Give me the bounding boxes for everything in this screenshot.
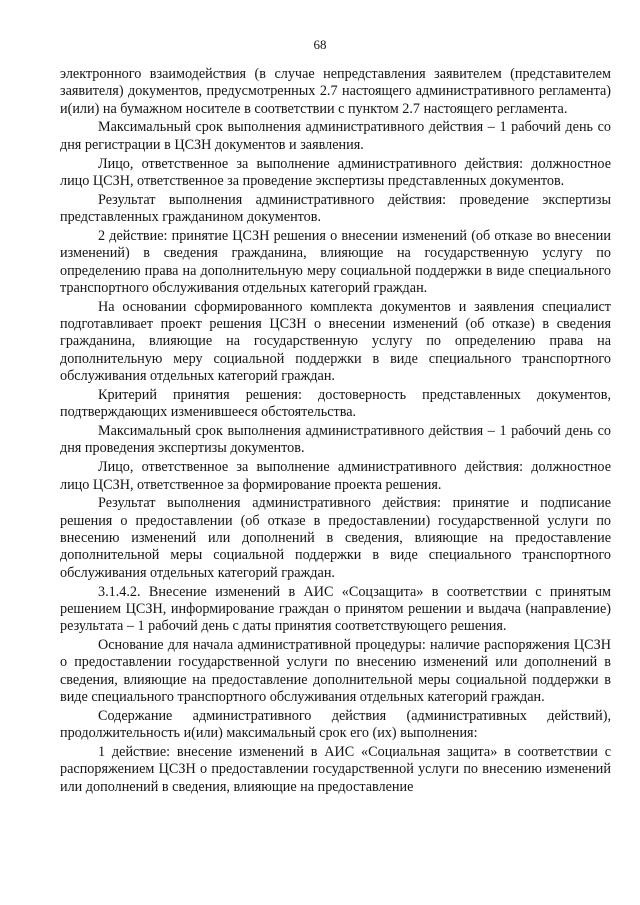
- paragraph: Лицо, ответственное за выполнение административного действия: должностное лицо ЦСЗН, ответственное за формирование проекта решения.: [60, 459, 611, 493]
- paragraph: Максимальный срок выполнения административного действия – 1 рабочий день со дня проведения экспертизы документов.: [60, 423, 611, 457]
- page-number: 68: [313, 37, 327, 52]
- paragraph: электронного взаимодействия (в случае непредставления заявителем (представителем заявителя) документов, предусмотренных 2.7 настоящего административного регламента) и(или) на бумажном носителе в соответствии с пунктом 2.7 настоящего регламента.: [60, 66, 611, 117]
- document-body: [60, 66, 611, 797]
- paragraph: 3.1.4.2. Внесение изменений в АИС «Соцзащита» в соответствии с принятым решением ЦСЗН, информирование граждан о принятом решении и выдача (направление) результата – 1 рабочий день с даты принятия соответствующего решения.: [60, 583, 611, 635]
- paragraph: Основание для начала административной процедуры: наличие распоряжения ЦСЗН о предоставлении государственной услуги по внесению изменений или дополнений в сведения, влияющие на предоставление дополнительной меры социальной поддержки в виде специального транспортного обслуживания отдельных категорий граждан.: [60, 637, 611, 705]
- paragraph: 2 действие: принятие ЦСЗН решения о внесении изменений (об отказе во внесении изменений) в сведения гражданина, влияющие на государственную услугу по определению права на дополнительную меру социальной поддержки в виде специального транспортного обслуживания отдельных категорий граждан.: [60, 228, 611, 296]
- paragraph: Результат выполнения административного действия: проведение экспертизы представленных гражданином документов.: [60, 191, 611, 226]
- paragraph: Содержание административного действия (административных действий), продолжительность и(или) максимальный срок его (их) выполнения:: [60, 707, 611, 742]
- paragraph: Критерий принятия решения: достоверность представленных документов, подтверждающих изменившееся обстоятельства.: [60, 386, 611, 421]
- paragraph: Лицо, ответственное за выполнение административного действия: должностное лицо ЦСЗН, ответственное за проведение экспертизы представленных документов.: [60, 155, 611, 189]
- paragraph: Максимальный срок выполнения административного действия – 1 рабочий день со дня регистрации в ЦСЗН документов и заявления.: [60, 119, 611, 153]
- paragraph: На основании сформированного комплекта документов и заявления специалист подготавливает проект решения ЦСЗН о внесении изменений (об отказе) в сведения гражданина, влияющие на государственную услугу по определению права на дополнительную меру социальной поддержки в виде специального транспортного обслуживания отдельных категорий граждан.: [60, 298, 611, 385]
- paragraph: Результат выполнения административного действия: принятие и подписание решения о предоставлении (об отказе в предоставлении) государственной услуги по внесению изменений или дополнений в сведения, влияющие на предоставление дополнительной меры социальной поддержки в виде специального транспортного обслуживания отдельных категорий граждан.: [60, 495, 611, 581]
- paragraph: 1 действие: внесение изменений в АИС «Социальная защита» в соответствии с распоряжением ЦСЗН о предоставлении государственной услуги по внесению изменений или дополнений в сведения, влияющие на предоставление: [60, 744, 611, 795]
